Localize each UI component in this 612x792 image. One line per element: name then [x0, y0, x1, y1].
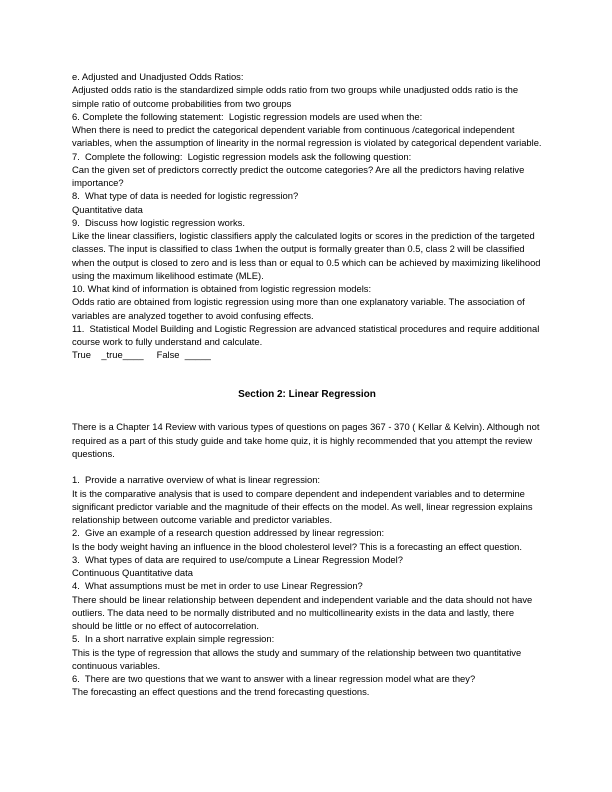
lr-answer-3: Continuous Quantitative data [72, 567, 193, 578]
lr-question-2: 2. Give an example of a research question addressed by linear regression: [72, 527, 385, 539]
section-2-intro: There is a Chapter 14 Review with various types of questions on pages 367 - 370 ( Kellar & Kelvin). Although not required as a part of this study guide and take home quiz, it is highly recommended that you attempt the review questions. [72, 421, 543, 459]
answer-7: Can the given set of predictors correctly predict the outcome categories? Are all the predictors having relative importance? [72, 163, 527, 188]
question-6: 6. Complete the following statement: Logistic regression models are used when the: [72, 110, 423, 122]
question-7: 7. Complete the following: Logistic regression models ask the following question: [72, 150, 412, 162]
lr-question-4: 4. What assumptions must be met in order to use Linear Regression? [72, 580, 363, 592]
spacer [72, 375, 542, 388]
document-page [72, 70, 542, 699]
question-8: 8. What type of data is needed for logistic regression? [72, 190, 299, 202]
lr-answer-1: It is the comparative analysis that is used to compare dependent and independent variables and to determine significant predictor variable and the magnitude of their effects on the model. As well, linear regression explains relationship between outcome variable and predictor variables. [72, 487, 536, 525]
question-11: 11. Statistical Model Building and Logistic Regression are advanced statistical procedures and require additional course work to fully understand and calculate. [72, 322, 542, 347]
odds-ratio-heading: e. Adjusted and Unadjusted Odds Ratios: [72, 71, 244, 82]
section-2-heading: Section 2: Linear Regression [238, 389, 376, 400]
lr-question-3: 3. What types of data are required to use/compute a Linear Regression Model? [72, 553, 403, 565]
lr-question-6: 6. There are two questions that we want to answer with a linear regression model what are they? [72, 673, 476, 684]
answer-9: Like the linear classifiers, logistic classifiers apply the calculated logits or scores in the prediction of the targeted classes. The input is classified to class 1when the output is formally greater than 0.5, class 2 will be classified when the output is closed to zero and is less than or equal to 0.5 which can be achieved by maximizing likelihood using the maximum likelihood estimate (MLE). [72, 230, 544, 281]
answer-8: Quantitative data [72, 203, 143, 215]
lr-question-1: 1. Provide a narrative overview of what is linear regression: [72, 474, 321, 486]
lr-answer-4: There should be linear relationship between dependent and independent variable and the data should not have outliers. The data need to be normally distributed and no multicollinearity exists in the data and lastly, there should be little or no effect of autocorrelation. [72, 593, 535, 631]
true-false-line: True _true____ False _____ [72, 349, 211, 361]
question-10: 10. What kind of information is obtained from logistic regression models: [72, 283, 372, 294]
spacer [72, 401, 542, 420]
odds-ratio-answer: Adjusted odds ratio is the standardized simple odds ratio from two groups while unadjusted odds ratio is the simple ratio of outcome probabilities from two groups [72, 84, 521, 109]
question-9: 9. Discuss how logistic regression works. [72, 216, 245, 228]
lr-answer-5: This is the type of regression that allows the study and summary of the relationship between two quantitative continuous variables. [72, 646, 524, 671]
answer-10: Odds ratio are obtained from logistic regression using more than one explanatory variable. The association of variables are analyzed together to avoid confusing effects. [72, 296, 528, 321]
lr-question-5: 5. In a short narrative explain simple regression: [72, 633, 275, 645]
answer-6: When there is need to predict the categorical dependent variable from continuous /categorical independent variables, when the assumption of linearity in the normal regression is violated by categorical dependent variable. [72, 124, 542, 149]
lr-answer-2: Is the body weight having an influence in the blood cholesterol level? This is a forecasting an effect question. [72, 540, 522, 552]
spacer [72, 362, 542, 375]
lr-answer-6: The forecasting an effect questions and the trend forecasting questions. [72, 686, 370, 698]
spacer [72, 460, 542, 473]
